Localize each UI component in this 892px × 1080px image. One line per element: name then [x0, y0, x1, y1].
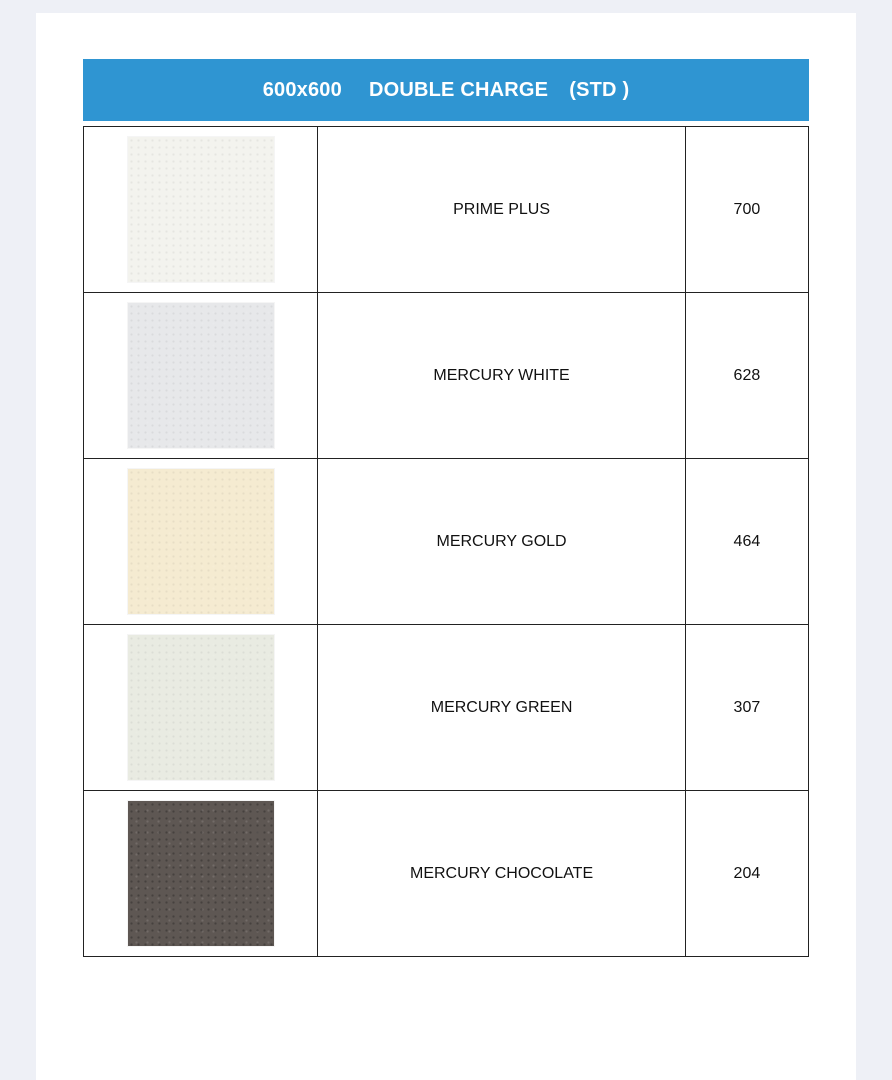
table-row — [84, 459, 809, 625]
product-value: 307 — [685, 625, 808, 791]
catalog-header-banner — [83, 59, 809, 121]
swatch-cell — [84, 791, 318, 957]
tile-swatch-image — [128, 137, 274, 282]
table-row — [84, 293, 809, 459]
tile-swatch-image — [128, 801, 274, 946]
swatch-cell — [84, 625, 318, 791]
product-name: MERCURY WHITE — [318, 293, 686, 459]
header-grade: (STD ) — [569, 78, 630, 101]
product-name: MERCURY GOLD — [318, 459, 686, 625]
product-value: 628 — [685, 293, 808, 459]
swatch-cell — [84, 293, 318, 459]
product-name: MERCURY CHOCOLATE — [318, 791, 686, 957]
swatch-cell — [84, 459, 318, 625]
tile-swatch-image — [128, 303, 274, 448]
product-table — [83, 126, 809, 957]
product-name: PRIME PLUS — [318, 127, 686, 293]
product-value: 204 — [685, 791, 808, 957]
table-row — [84, 791, 809, 957]
tile-swatch-image — [128, 469, 274, 614]
product-name: MERCURY GREEN — [318, 625, 686, 791]
tile-swatch-image — [128, 635, 274, 780]
product-value: 464 — [685, 459, 808, 625]
table-row — [84, 127, 809, 293]
header-type: DOUBLE CHARGE — [368, 78, 549, 101]
header-size: 600x600 — [262, 78, 342, 101]
table-row — [84, 625, 809, 791]
swatch-cell — [84, 127, 318, 293]
document-page — [36, 13, 856, 1080]
product-value: 700 — [685, 127, 808, 293]
